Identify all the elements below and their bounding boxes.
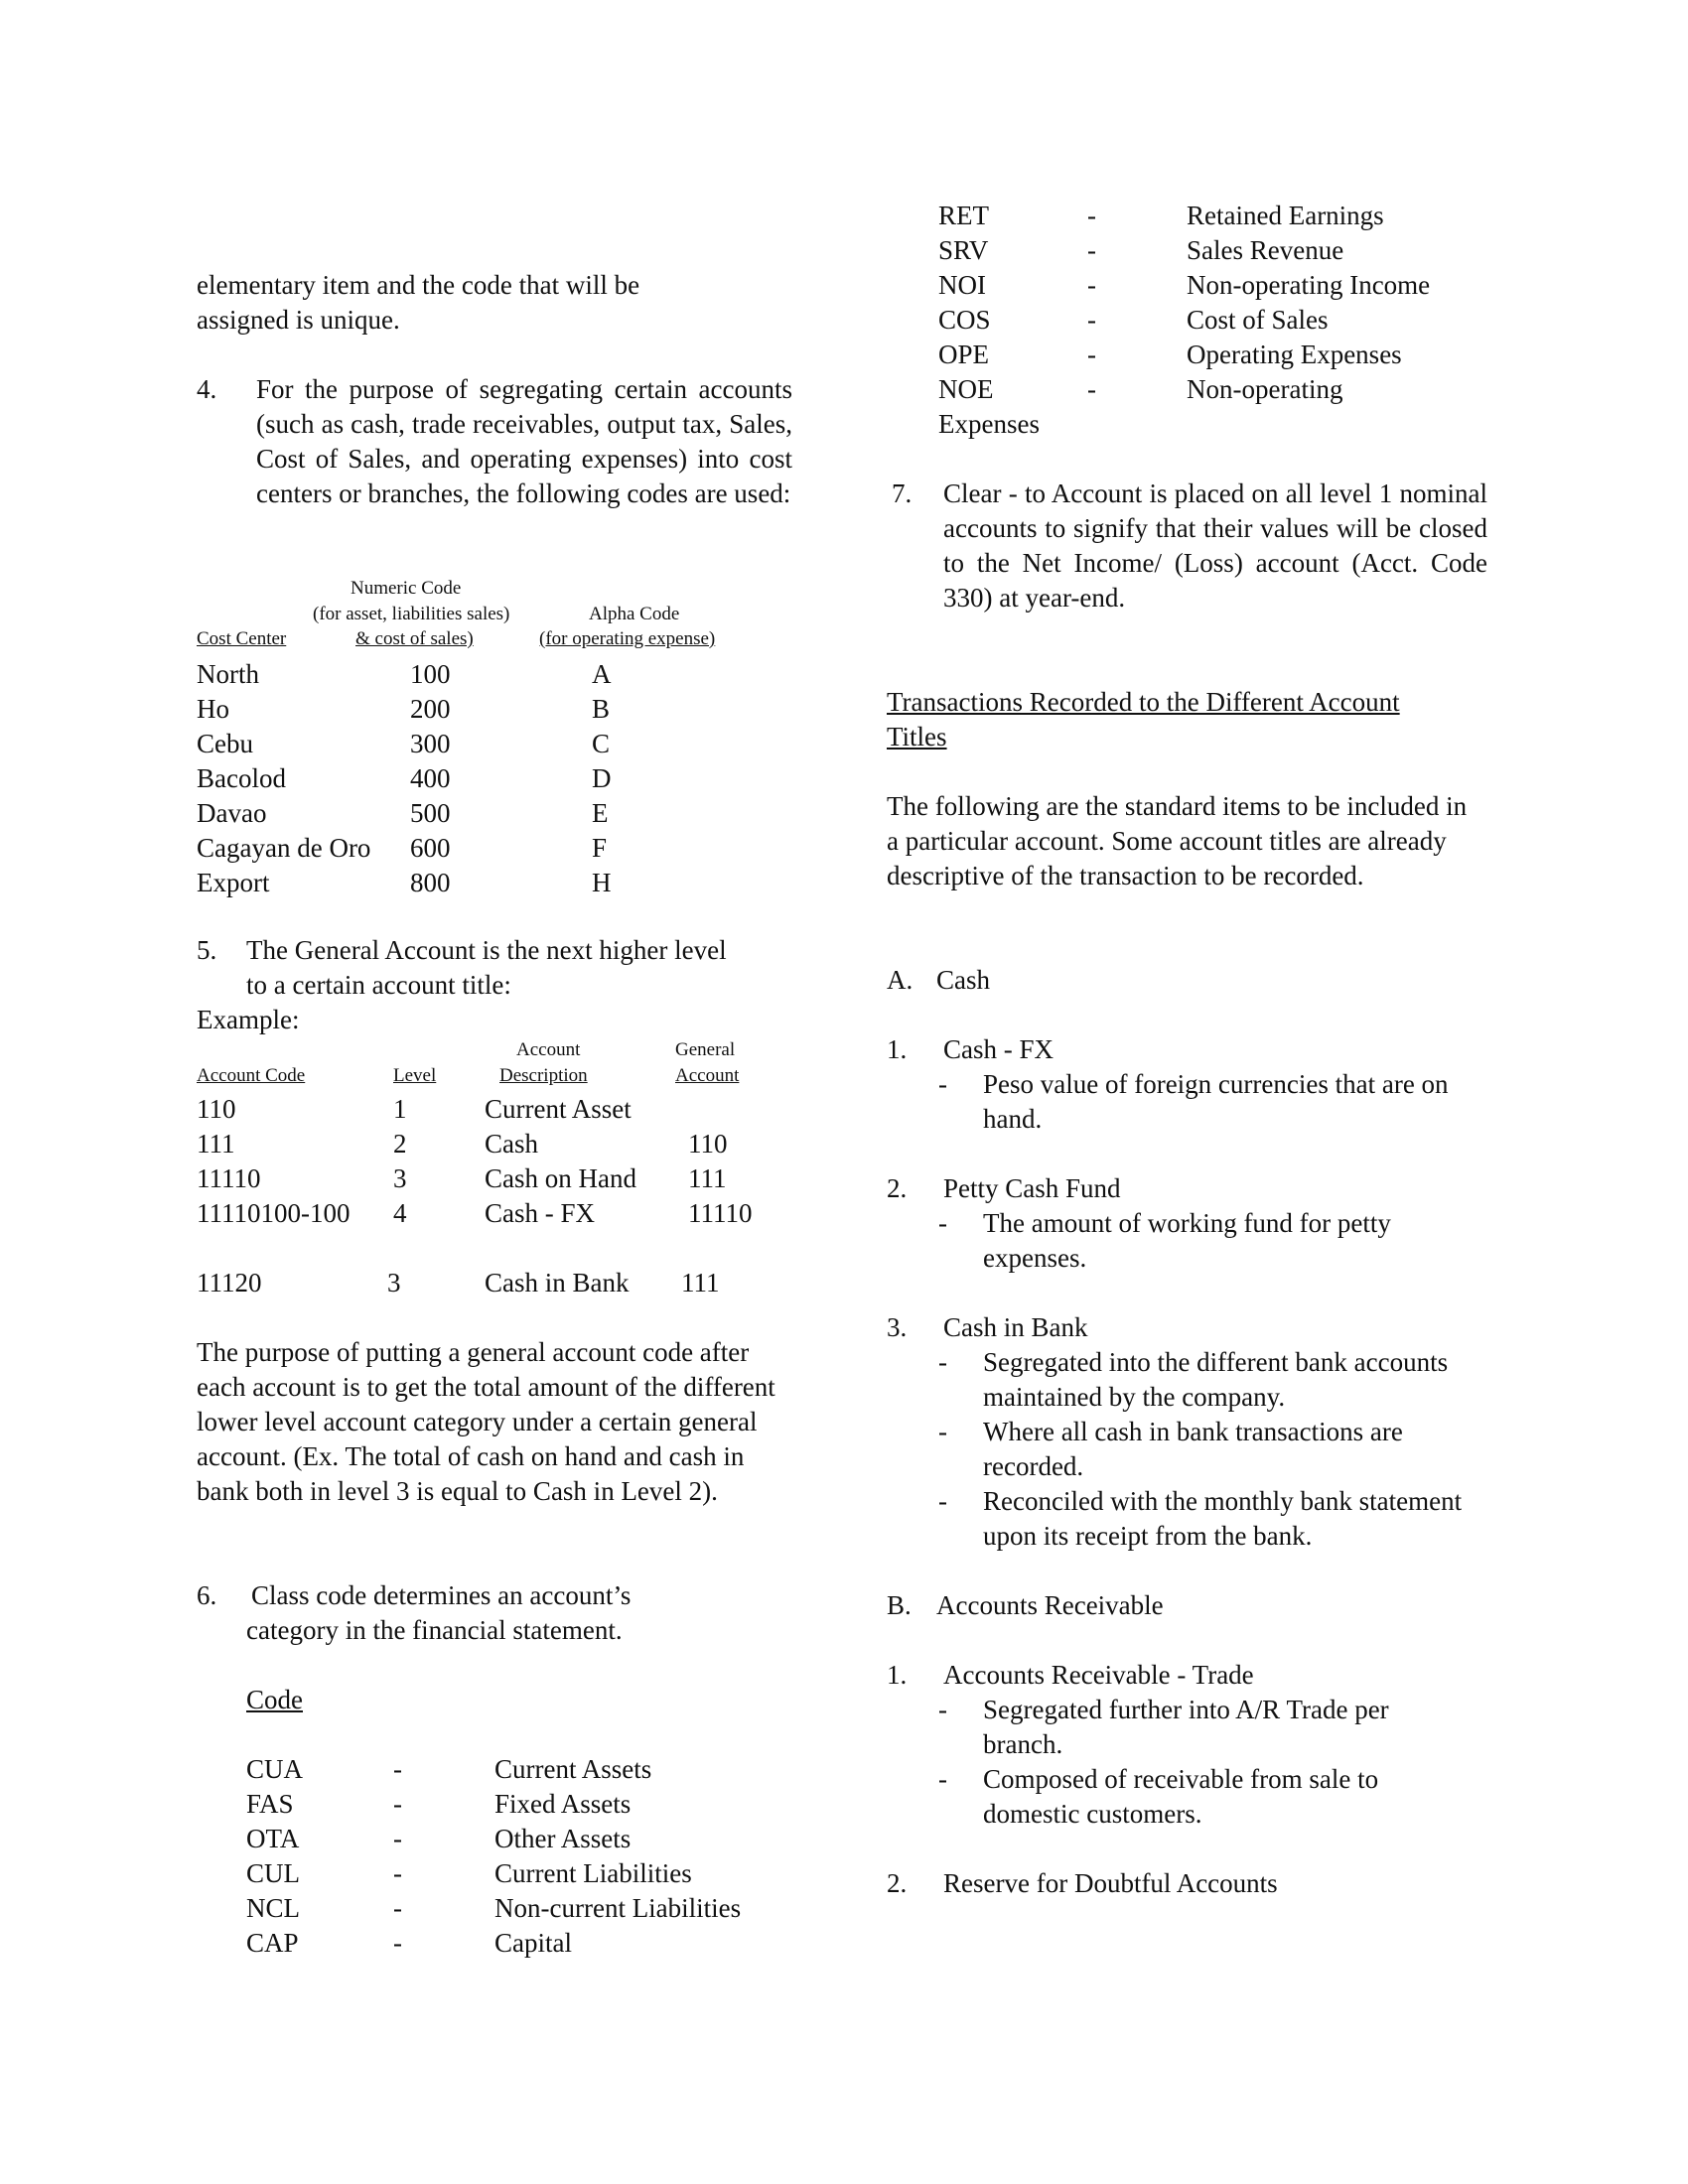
general-account: 111 xyxy=(688,1163,727,1193)
bullet-text: Segregated further into A/R Trade per branch. xyxy=(983,1695,1389,1759)
dash: - xyxy=(393,1789,402,1819)
table-row xyxy=(197,1161,792,1196)
class-label: Other Assets xyxy=(494,1824,632,1853)
header-alpha-code: Alpha Code xyxy=(589,604,680,624)
header-cost-center: Cost Center xyxy=(197,628,287,649)
code-heading: Code xyxy=(246,1685,303,1714)
table-row xyxy=(197,727,792,761)
list-item-number: 2. xyxy=(887,1868,908,1898)
dash: - xyxy=(1087,235,1096,265)
table-row xyxy=(197,831,792,866)
section-title-line1: Transactions Recorded to the Different Account xyxy=(887,687,1400,717)
header-account-desc-1: Account xyxy=(516,1039,581,1060)
class-code: OPE xyxy=(938,340,990,369)
bullet-dash: - xyxy=(938,1417,947,1446)
group-b-label: B. xyxy=(887,1590,912,1620)
list-item-title: Accounts Receivable - Trade xyxy=(943,1660,1254,1690)
class-label: Fixed Assets xyxy=(494,1789,632,1819)
class-label: Non-operating Income xyxy=(1187,270,1431,300)
alpha-code: E xyxy=(592,798,609,828)
class-label: Non-current Liabilities xyxy=(494,1893,742,1923)
general-account: 11110 xyxy=(688,1198,753,1228)
item5-example-label: Example: xyxy=(197,1005,300,1034)
class-label: Current Assets xyxy=(494,1754,652,1784)
list-item xyxy=(887,338,1489,372)
list-item xyxy=(197,1856,792,1891)
account-level: 3 xyxy=(393,1163,407,1193)
list-item xyxy=(887,303,1489,338)
item4-text: For the purpose of segregating certain accounts (such as cash, trade receivables, output tax, Sales, Cost of Sales, and operating expenses) into cost centers or branches, the following codes are used: xyxy=(256,374,792,508)
class-label: Retained Earnings xyxy=(1187,201,1384,230)
list-item-number: 2. xyxy=(887,1173,908,1203)
cost-center-name: Export xyxy=(197,868,270,897)
list-item xyxy=(197,1891,792,1926)
bullet-dash: - xyxy=(938,1208,947,1238)
dash: - xyxy=(1087,374,1096,404)
item6-number: 6. xyxy=(197,1580,217,1610)
class-code-list xyxy=(197,1752,792,1966)
item5-number: 5. xyxy=(197,935,217,965)
general-account: 110 xyxy=(688,1129,728,1159)
class-code: NOI xyxy=(938,270,986,300)
header-alpha-sub: (for operating expense) xyxy=(539,628,716,649)
alpha-code: B xyxy=(592,694,611,724)
account-description: Cash in Bank xyxy=(485,1268,630,1297)
list-item-number: 1. xyxy=(887,1660,908,1690)
account-description: Cash - FX xyxy=(485,1198,596,1228)
bullet-dash: - xyxy=(938,1069,947,1099)
bullet-text: The amount of working fund for petty expenses. xyxy=(983,1208,1391,1273)
header-numeric-code: Numeric Code xyxy=(351,578,462,599)
class-code-list-continued xyxy=(887,199,1489,412)
item5-text-line1: The General Account is the next higher level xyxy=(246,935,727,965)
intro-paragraph: elementary item and the code that will be assigned is unique. xyxy=(197,270,640,335)
table-row xyxy=(197,1266,792,1300)
item4-number: 4. xyxy=(197,374,217,404)
list-item-title: Cash in Bank xyxy=(943,1312,1088,1342)
class-code: RET xyxy=(938,201,989,230)
cost-center-name: Cagayan de Oro xyxy=(197,833,371,863)
header-numeric-sub2: & cost of sales) xyxy=(355,628,474,649)
bullet-text: Segregated into the different bank accounts maintained by the company. xyxy=(983,1347,1449,1412)
class-code: CUA xyxy=(246,1754,304,1784)
bullet-dash: - xyxy=(938,1347,947,1377)
dash: - xyxy=(393,1858,402,1888)
class-label-wrap: Expenses xyxy=(938,409,1040,439)
alpha-code: D xyxy=(592,763,612,793)
table-row xyxy=(197,692,792,727)
item6-text-line2: category in the financial statement. xyxy=(246,1615,623,1645)
account-description: Cash xyxy=(485,1129,538,1159)
item5-text-line2: to a certain account title: xyxy=(246,970,511,1000)
dash: - xyxy=(393,1754,402,1784)
cost-center-name: Bacolod xyxy=(197,763,286,793)
account-level: 3 xyxy=(387,1268,401,1297)
general-account: 111 xyxy=(681,1268,720,1297)
table-row xyxy=(197,1127,792,1161)
table-row xyxy=(197,657,792,692)
account-code: 110 xyxy=(197,1094,236,1124)
class-code: OTA xyxy=(246,1824,300,1853)
account-level: 1 xyxy=(393,1094,407,1124)
list-item xyxy=(887,372,1489,407)
header-numeric-sub: (for asset, liabilities sales) xyxy=(313,604,510,624)
header-general-2: Account xyxy=(675,1065,740,1086)
bullet-dash: - xyxy=(938,1695,947,1724)
list-item xyxy=(197,1787,792,1822)
numeric-code: 200 xyxy=(410,694,451,724)
group-a-title: Cash xyxy=(936,965,990,995)
class-label: Operating Expenses xyxy=(1187,340,1402,369)
class-code: SRV xyxy=(938,235,989,265)
dash: - xyxy=(1087,305,1096,335)
account-level: 2 xyxy=(393,1129,407,1159)
section-intro: The following are the standard items to be included in a particular account. Some account titles are already descriptive of the transaction to be recorded. xyxy=(887,791,1468,890)
numeric-code: 800 xyxy=(410,868,451,897)
class-code: CUL xyxy=(246,1858,300,1888)
list-item-title: Petty Cash Fund xyxy=(943,1173,1121,1203)
header-general-1: General xyxy=(675,1039,736,1060)
bullet-dash: - xyxy=(938,1486,947,1516)
header-level: Level xyxy=(393,1065,437,1086)
cost-center-name: North xyxy=(197,659,259,689)
account-code: 11110 xyxy=(197,1163,261,1193)
class-code: NCL xyxy=(246,1893,300,1923)
group-a-label: A. xyxy=(887,965,914,995)
table-row xyxy=(197,1092,792,1127)
account-code: 111 xyxy=(197,1129,235,1159)
dash: - xyxy=(393,1928,402,1958)
numeric-code: 500 xyxy=(410,798,451,828)
class-code: CAP xyxy=(246,1928,299,1958)
dash: - xyxy=(393,1824,402,1853)
list-item xyxy=(887,199,1489,233)
table-row xyxy=(197,796,792,831)
alpha-code: H xyxy=(592,868,612,897)
dash: - xyxy=(1087,201,1096,230)
section-title-line2: Titles xyxy=(887,722,947,751)
table-row xyxy=(197,1196,792,1231)
table-row xyxy=(197,866,792,900)
numeric-code: 100 xyxy=(410,659,451,689)
alpha-code: F xyxy=(592,833,608,863)
list-item-title: Cash - FX xyxy=(943,1034,1055,1064)
alpha-code: C xyxy=(592,729,611,758)
numeric-code: 600 xyxy=(410,833,451,863)
class-label: Sales Revenue xyxy=(1187,235,1344,265)
item7-text: Clear - to Account is placed on all level 1 nominal accounts to signify that their values will be closed to the Net Income/ (Loss) account (Acct. Code 330) at year-end. xyxy=(943,478,1487,613)
cost-center-name: Davao xyxy=(197,798,267,828)
list-item xyxy=(887,268,1489,303)
purpose-paragraph: The purpose of putting a general account code after each account is to get the total amount of the different lower level account category under a certain general account. (Ex. The total of cash on hand and cash in bank both in level 3 is equal to Cash in Level 2). xyxy=(197,1337,775,1506)
cost-center-name: Cebu xyxy=(197,729,253,758)
account-code-table xyxy=(197,1037,792,1305)
class-label: Current Liabilities xyxy=(494,1858,692,1888)
class-code: NOE xyxy=(938,374,994,404)
alpha-code: A xyxy=(592,659,612,689)
list-item xyxy=(197,1752,792,1787)
header-account-desc-2: Description xyxy=(499,1065,588,1086)
bullet-text: Reconciled with the monthly bank statement upon its receipt from the bank. xyxy=(983,1486,1463,1551)
account-description: Current Asset xyxy=(485,1094,632,1124)
item7-number: 7. xyxy=(892,478,913,508)
dash: - xyxy=(1087,340,1096,369)
class-label: Capital xyxy=(494,1928,572,1958)
dash: - xyxy=(1087,270,1096,300)
table-row xyxy=(197,761,792,796)
list-item-title: Reserve for Doubtful Accounts xyxy=(943,1868,1278,1898)
item6-text-line1: Class code determines an account’s xyxy=(251,1580,632,1610)
bullet-text: Peso value of foreign currencies that are on hand. xyxy=(983,1069,1449,1134)
list-item xyxy=(197,1822,792,1856)
account-description: Cash on Hand xyxy=(485,1163,636,1193)
account-code: 11120 xyxy=(197,1268,262,1297)
cost-center-table xyxy=(197,576,792,903)
cost-center-name: Ho xyxy=(197,694,229,724)
numeric-code: 400 xyxy=(410,763,451,793)
class-code: FAS xyxy=(246,1789,294,1819)
list-item xyxy=(197,1926,792,1961)
bullet-dash: - xyxy=(938,1764,947,1794)
header-account-code: Account Code xyxy=(197,1065,306,1086)
list-item-number: 1. xyxy=(887,1034,908,1064)
dash: - xyxy=(393,1893,402,1923)
list-item xyxy=(887,233,1489,268)
bullet-text: Composed of receivable from sale to domestic customers. xyxy=(983,1764,1379,1829)
account-level: 4 xyxy=(393,1198,407,1228)
account-code: 11110100-100 xyxy=(197,1198,351,1228)
class-label: Cost of Sales xyxy=(1187,305,1329,335)
class-code: COS xyxy=(938,305,991,335)
group-b-title: Accounts Receivable xyxy=(936,1590,1164,1620)
bullet-text: Where all cash in bank transactions are recorded. xyxy=(983,1417,1403,1481)
list-item-number: 3. xyxy=(887,1312,908,1342)
numeric-code: 300 xyxy=(410,729,451,758)
class-label: Non-operating xyxy=(1187,374,1343,404)
